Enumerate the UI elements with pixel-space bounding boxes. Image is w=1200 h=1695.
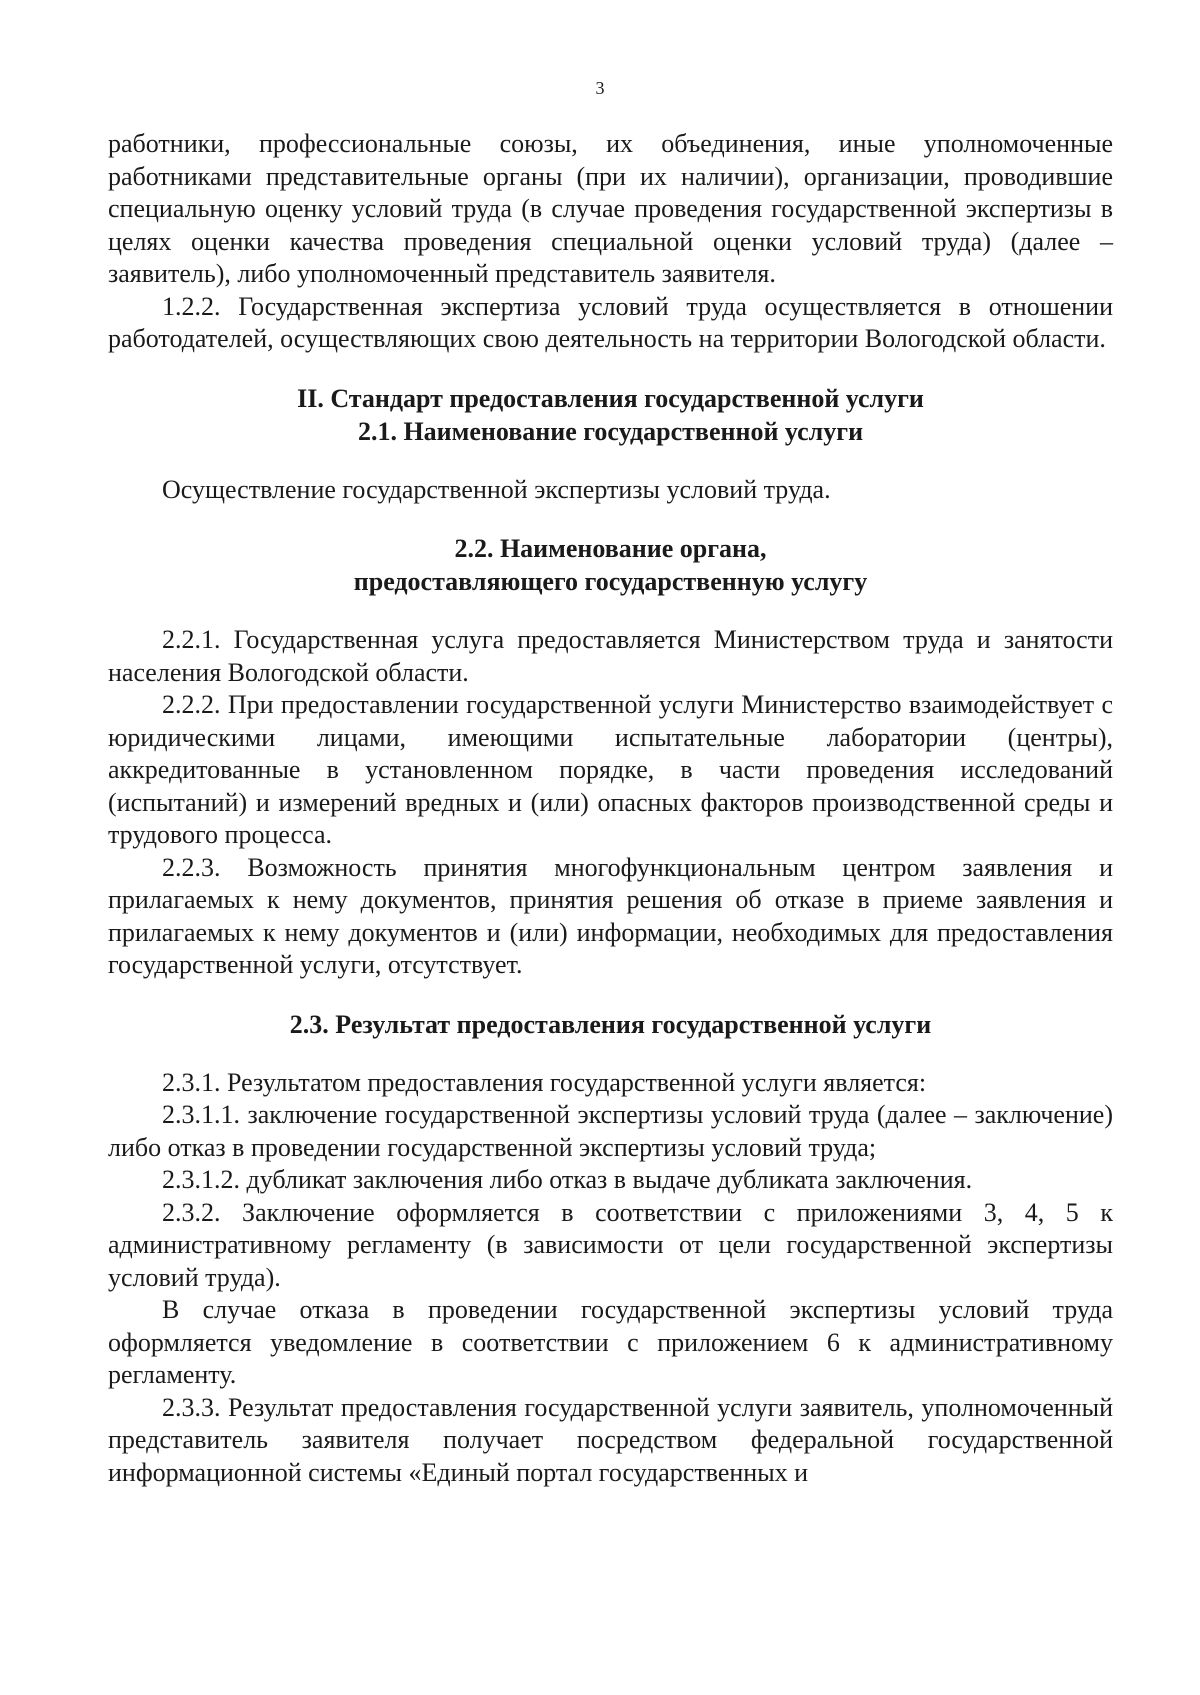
paragraph-2-3-2: 2.3.2. Заключение оформляется в соответствии с приложениями 3, 4, 5 к административному регламенту (в зависимости от цели государственной экспертизы условий труда).	[108, 1197, 1113, 1292]
paragraph-2-1-text: Осуществление государственной экспертизы условий труда.	[162, 474, 831, 504]
subsection-heading-2-1: 2.1. Наименование государственной услуги	[357, 416, 864, 446]
paragraph-2-2-2: 2.2.2. При предоставлении государственной услуги Министерство взаимодействует с юридическими лицами, имеющими испытательные лаборатории (центры), аккредитованные в установленном порядке, в части проведения исследований (испытаний) и измерений вредных и (или) опасных факторов производственной среды и трудового процесса.	[108, 690, 1113, 849]
paragraph-2-3-3: 2.3.3. Результат предоставления государственной услуги заявитель, уполномоченный представитель заявителя получает посредством федеральной государственной информационной системы «Единый портал государственных и	[108, 1392, 1113, 1487]
paragraph-2-2-3: 2.2.3. Возможность принятия многофункциональным центром заявления и прилагаемых к нему документов, принятия решения об отказе в приеме заявления и прилагаемых к нему документов и (или) информации, необходимых для предоставления государственной услуги, отсутствует.	[108, 852, 1113, 979]
paragraph-1-2-2: 1.2.2. Государственная экспертиза условий труда осуществляется в отношении работодателей, осуществляющих свою деятельность на территории Вологодской области.	[108, 291, 1113, 353]
document-body	[108, 128, 1113, 1489]
paragraph-2-3-1-1: 2.3.1.1. заключение государственной экспертизы условий труда (далее – заключение) либо отказ в проведении государственной экспертизы условий труда;	[108, 1100, 1113, 1162]
subsection-heading-2-2-line1: 2.2. Наименование органа,	[454, 534, 767, 563]
subsection-heading-2-2-line2: предоставляющего государственную услугу	[353, 567, 868, 596]
paragraph-2-3-1: 2.3.1. Результатом предоставления государственной услуги является:	[162, 1067, 927, 1097]
subsection-heading-2-3: 2.3. Результат предоставления государственной услуги	[289, 1009, 932, 1039]
paragraph-2-2-1: 2.2.1. Государственная услуга предоставляется Министерством труда и занятости населения Вологодской области.	[108, 625, 1113, 687]
paragraph-2-3-1-2: 2.3.1.2. дубликат заключения либо отказ в выдаче дубликата заключения.	[162, 1165, 973, 1194]
paragraph-applicants-continuation: работники, профессиональные союзы, их объединения, иные уполномоченные работниками представительные органы (при их наличии), организации, проводившие специальную оценку условий труда (в случае проведения государственной экспертизы в целях оценки качества проведения специальной оценки условий труда) (далее – заявитель), либо уполномоченный представитель заявителя.	[108, 129, 1113, 288]
section-heading-2: II. Стандарт предоставления государственной услуги	[297, 383, 924, 413]
page-number: 3	[595, 78, 605, 98]
paragraph-refusal-notice: В случае отказа в проведении государственной экспертизы условий труда оформляется уведомление в соответствии с приложением 6 к административному регламенту.	[108, 1295, 1113, 1389]
